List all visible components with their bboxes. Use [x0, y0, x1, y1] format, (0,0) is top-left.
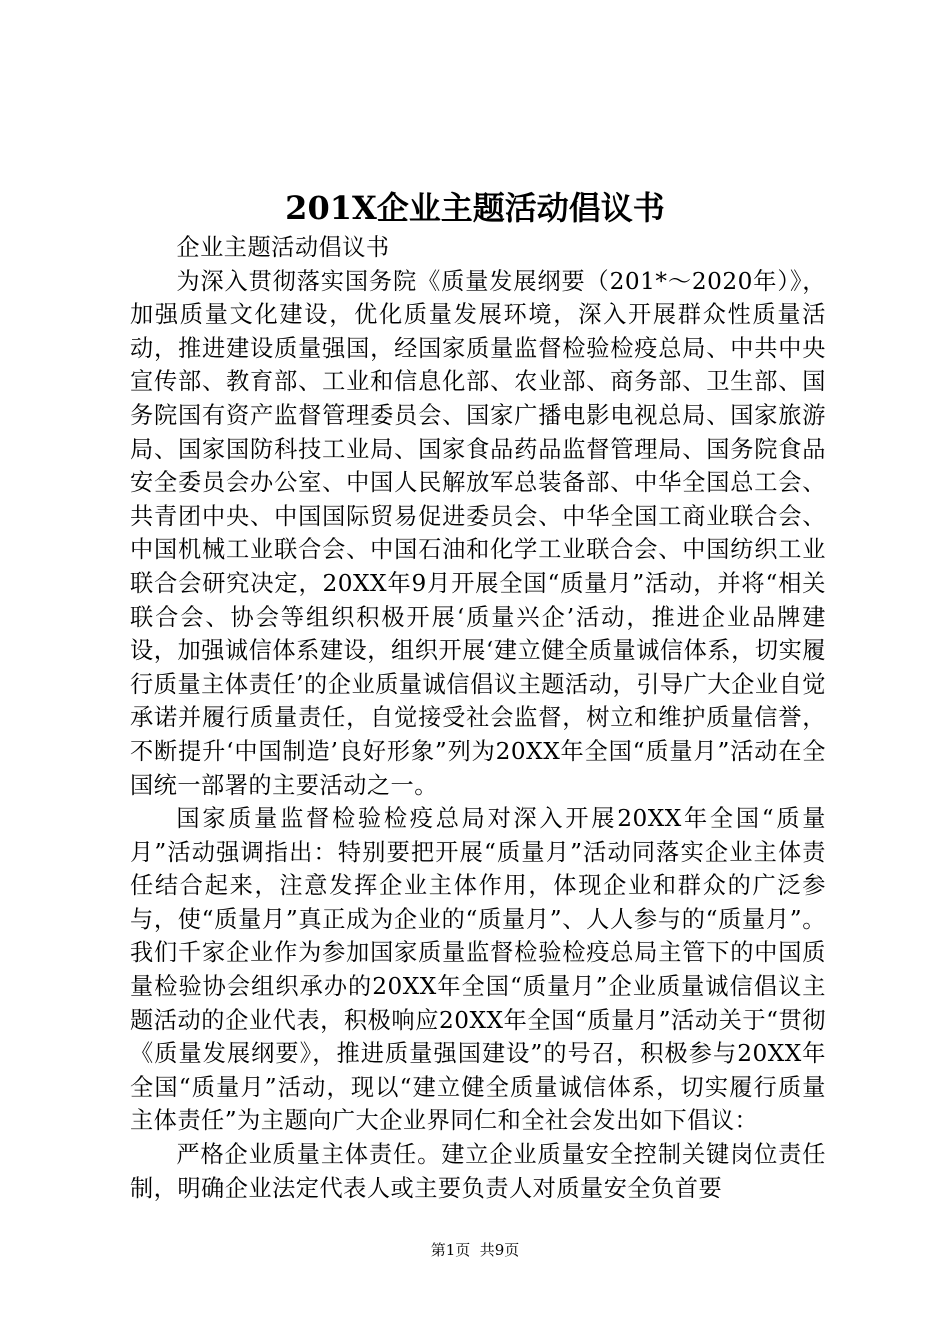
- document-title: 201X企业主题活动倡议书: [285, 189, 665, 227]
- page-number: 第1页 共9页: [430, 1241, 520, 1259]
- paragraph: 企业主题活动倡议书: [176, 234, 390, 261]
- paragraph: 为深入贯彻落实国务院《质量发展纲要（201*～2020年）》，加强质量文化建设，优化质量发展环境，深入开展群众性质量活动，推进建设质量强国，经国家质量监督检验检疫总局、中共中央宣传部、教育部、工业和信息化部、农业部、商务部、卫生部、国务院国有资产监督管理委员会、国家广播电影电视总局、国家旅游局、国家国防科技工业局、国家食品药品监督管理局、国务院食品安全委员会办公室、中国人民解放军总装备部、中华全国总工会、共青团中央、中国国际贸易促进委员会、中华全国工商业联合会、中国机械工业联合会、中国石油和化学工业联合会、中国纺织工业联合会研究决定，20XX年9月开展全国“质量月”活动，并将“相关联合会、协会等组织积极开展‘质量兴企’活动，推进企业品牌建设，加强诚信体系建设，组织开展‘建立健全质量诚信体系，切实履行质量主体责任’的企业质量诚信倡议主题活动，引导广大企业自觉承诺并履行质量责任，自觉接受社会监督，树立和维护质量信誉，不断提升‘中国制造’良好形象”列为20XX年全国“质量月”活动在全国统一部署的主要活动之一。: [130, 267, 826, 799]
- paragraph: 严格企业质量主体责任。建立企业质量安全控制关键岗位责任制，明确企业法定代表人或主要负责人对质量安全负首要: [130, 1141, 826, 1202]
- document-body: [130, 231, 826, 1205]
- page-footer: [0, 1240, 950, 1260]
- paragraph: 国家质量监督检验检疫总局对深入开展20XX年全国“质量月”活动强调指出：特别要把开展“质量月”活动同落实企业主体责任结合起来，注意发挥企业主体作用，体现企业和群众的广泛参与，使“质量月”真正成为企业的“质量月”、人人参与的“质量月”。我们千家企业作为参加国家质量监督检验检疫总局主管下的中国质量检验协会组织承办的20XX年全国“质量月”企业质量诚信倡议主题活动的企业代表，积极响应20XX年全国“质量月”活动关于“贯彻《质量发展纲要》，推进质量强国建设”的号召，积极参与20XX年全国“质量月”活动，现以“建立健全质量诚信体系，切实履行质量主体责任”为主题向广大企业界同仁和全社会发出如下倡议：: [130, 805, 826, 1135]
